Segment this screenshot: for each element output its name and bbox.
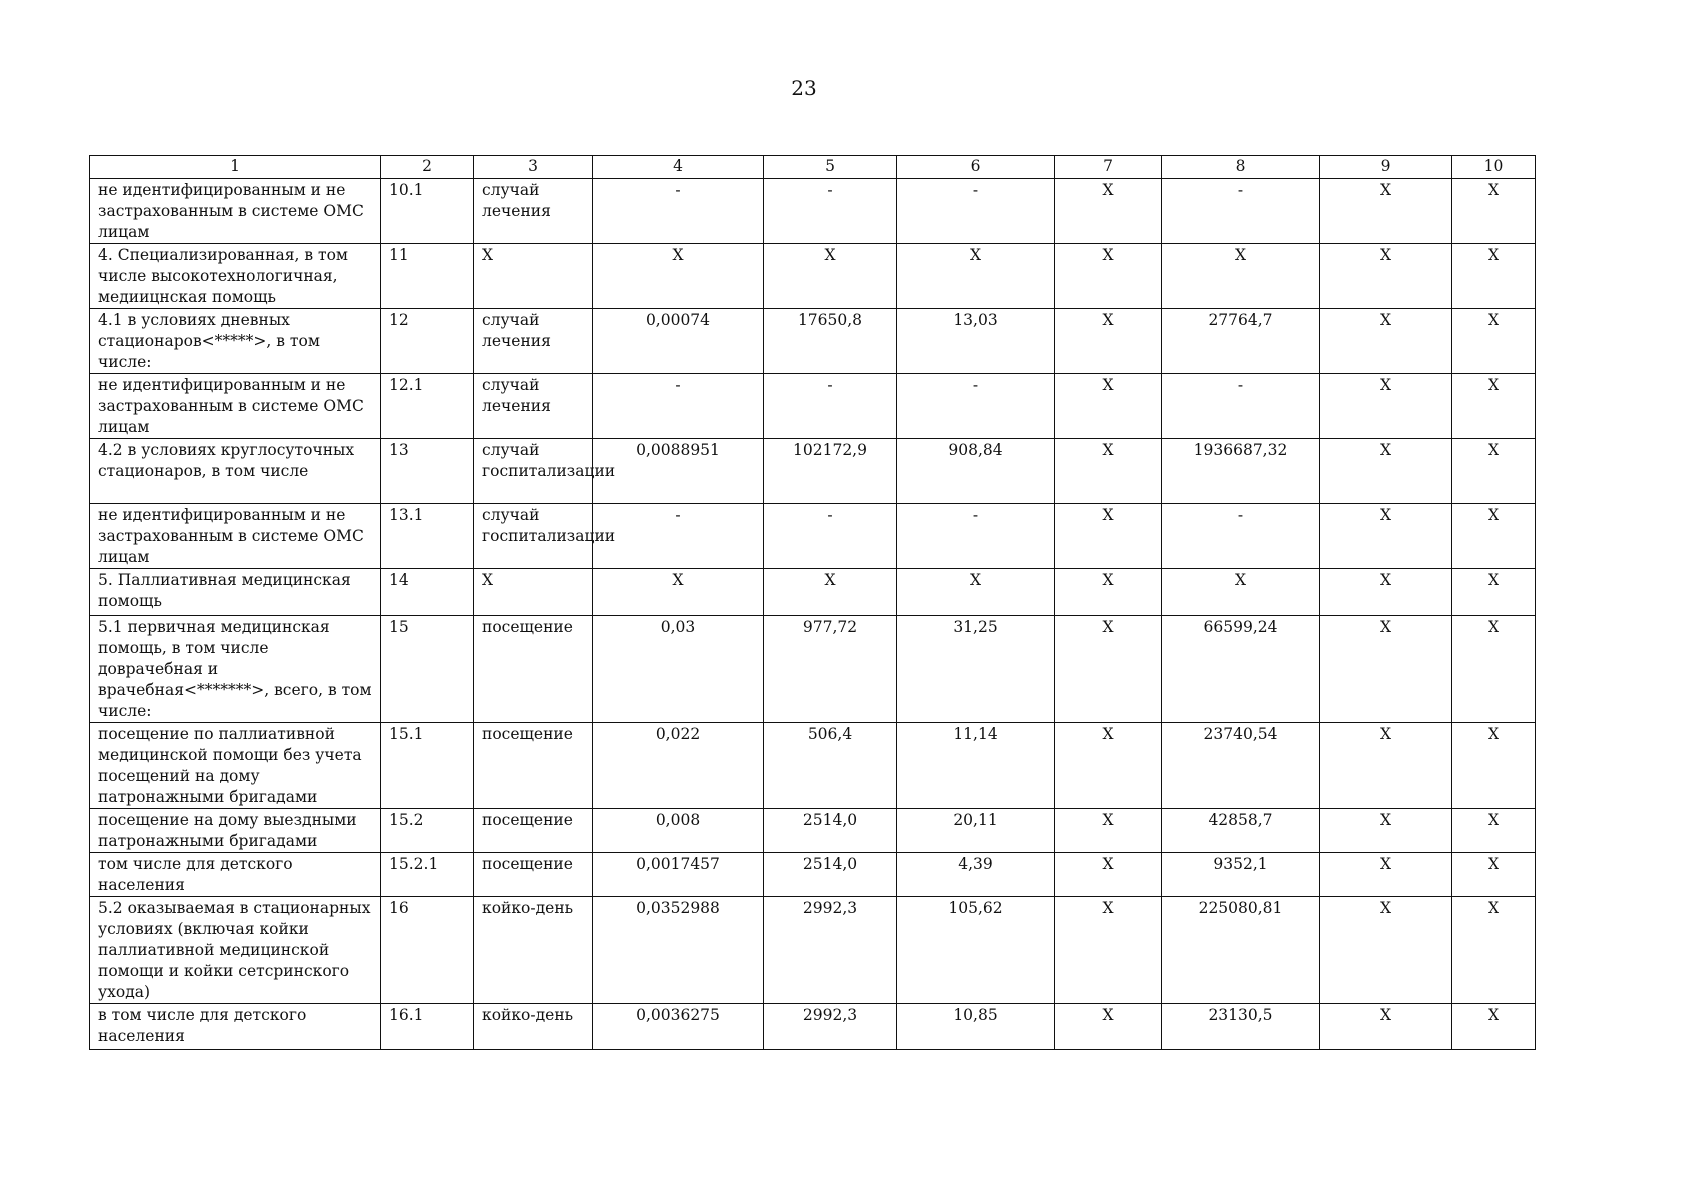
col4-cell: 0,0088951 xyxy=(593,439,764,504)
col7-cell: X xyxy=(1055,853,1162,897)
column-header: 5 xyxy=(764,156,897,179)
col10-cell: X xyxy=(1452,809,1536,853)
col10-cell: X xyxy=(1452,504,1536,569)
row-code-cell: 12 xyxy=(381,309,474,374)
col7-cell: X xyxy=(1055,374,1162,439)
data-table xyxy=(89,155,1536,1050)
col10-cell: X xyxy=(1452,374,1536,439)
col6-cell: - xyxy=(897,374,1055,439)
col5-cell: X xyxy=(764,569,897,616)
row-unit-cell: посещение xyxy=(474,809,593,853)
table-row xyxy=(90,244,1536,309)
table-row xyxy=(90,309,1536,374)
col5-cell: 102172,9 xyxy=(764,439,897,504)
col9-cell: X xyxy=(1320,179,1452,244)
col9-cell: X xyxy=(1320,244,1452,309)
col7-cell: X xyxy=(1055,309,1162,374)
row-code-cell: 12.1 xyxy=(381,374,474,439)
col10-cell: X xyxy=(1452,309,1536,374)
col9-cell: X xyxy=(1320,374,1452,439)
table-row xyxy=(90,897,1536,1004)
col5-cell: 2992,3 xyxy=(764,1004,897,1050)
col4-cell: 0,022 xyxy=(593,723,764,809)
col4-cell: - xyxy=(593,179,764,244)
row-unit-cell: посещение xyxy=(474,616,593,723)
col4-cell: - xyxy=(593,504,764,569)
column-header: 9 xyxy=(1320,156,1452,179)
col6-cell: 13,03 xyxy=(897,309,1055,374)
column-header: 2 xyxy=(381,156,474,179)
col4-cell: 0,03 xyxy=(593,616,764,723)
table-row xyxy=(90,504,1536,569)
row-code-cell: 13.1 xyxy=(381,504,474,569)
col4-cell: 0,00074 xyxy=(593,309,764,374)
row-unit-cell: койко-день xyxy=(474,1004,593,1050)
row-name-cell: не идентифицированным и не застрахованным в системе ОМС лицам xyxy=(90,374,381,439)
row-name-cell: 4.1 в условиях дневных стационаров<*****>, в том числе: xyxy=(90,309,381,374)
row-unit-cell: посещение xyxy=(474,723,593,809)
col5-cell: - xyxy=(764,374,897,439)
col9-cell: X xyxy=(1320,809,1452,853)
row-code-cell: 15.1 xyxy=(381,723,474,809)
col6-cell: 4,39 xyxy=(897,853,1055,897)
table-row xyxy=(90,616,1536,723)
col6-cell: 31,25 xyxy=(897,616,1055,723)
page-number: 23 xyxy=(791,76,817,100)
table-row xyxy=(90,853,1536,897)
table-row xyxy=(90,569,1536,616)
row-code-cell: 15.2.1 xyxy=(381,853,474,897)
col5-cell: 2992,3 xyxy=(764,897,897,1004)
col6-cell: - xyxy=(897,179,1055,244)
column-header: 1 xyxy=(90,156,381,179)
column-header: 8 xyxy=(1162,156,1320,179)
col10-cell: X xyxy=(1452,897,1536,1004)
table-row xyxy=(90,374,1536,439)
col8-cell: 27764,7 xyxy=(1162,309,1320,374)
row-unit-cell: случай госпитализации xyxy=(474,439,593,504)
row-code-cell: 14 xyxy=(381,569,474,616)
column-header: 7 xyxy=(1055,156,1162,179)
row-unit-cell: случай лечения xyxy=(474,309,593,374)
col4-cell: 0,0036275 xyxy=(593,1004,764,1050)
row-code-cell: 15.2 xyxy=(381,809,474,853)
col4-cell: 0,008 xyxy=(593,809,764,853)
col10-cell: X xyxy=(1452,723,1536,809)
col4-cell: X xyxy=(593,244,764,309)
table-row xyxy=(90,179,1536,244)
col9-cell: X xyxy=(1320,897,1452,1004)
col6-cell: 20,11 xyxy=(897,809,1055,853)
col8-cell: 9352,1 xyxy=(1162,853,1320,897)
col9-cell: X xyxy=(1320,569,1452,616)
col10-cell: X xyxy=(1452,616,1536,723)
col8-cell: 225080,81 xyxy=(1162,897,1320,1004)
col8-cell: 23740,54 xyxy=(1162,723,1320,809)
row-unit-cell: X xyxy=(474,569,593,616)
header-row xyxy=(90,156,1536,179)
col5-cell: 17650,8 xyxy=(764,309,897,374)
col4-cell: 0,0017457 xyxy=(593,853,764,897)
row-unit-cell: случай госпитализации xyxy=(474,504,593,569)
column-header: 10 xyxy=(1452,156,1536,179)
col9-cell: X xyxy=(1320,616,1452,723)
col5-cell: 506,4 xyxy=(764,723,897,809)
row-name-cell: не идентифицированным и не застрахованным в системе ОМС лицам xyxy=(90,504,381,569)
col7-cell: X xyxy=(1055,723,1162,809)
col7-cell: X xyxy=(1055,809,1162,853)
row-name-cell: не идентифицированным и не застрахованным в системе ОМС лицам xyxy=(90,179,381,244)
col6-cell: 105,62 xyxy=(897,897,1055,1004)
row-code-cell: 16 xyxy=(381,897,474,1004)
col8-cell: 23130,5 xyxy=(1162,1004,1320,1050)
col4-cell: 0,0352988 xyxy=(593,897,764,1004)
row-code-cell: 13 xyxy=(381,439,474,504)
col8-cell: - xyxy=(1162,374,1320,439)
row-name-cell: в том числе для детского населения xyxy=(90,1004,381,1050)
col5-cell: 2514,0 xyxy=(764,853,897,897)
col6-cell: 10,85 xyxy=(897,1004,1055,1050)
row-code-cell: 10.1 xyxy=(381,179,474,244)
row-code-cell: 16.1 xyxy=(381,1004,474,1050)
col5-cell: X xyxy=(764,244,897,309)
column-header: 6 xyxy=(897,156,1055,179)
col5-cell: 2514,0 xyxy=(764,809,897,853)
row-unit-cell: случай лечения xyxy=(474,179,593,244)
col7-cell: X xyxy=(1055,179,1162,244)
col8-cell: 66599,24 xyxy=(1162,616,1320,723)
col6-cell: X xyxy=(897,244,1055,309)
row-name-cell: 4. Специализированная, в том числе высокотехнологичная, медиицнская помощь xyxy=(90,244,381,309)
row-unit-cell: X xyxy=(474,244,593,309)
col6-cell: 908,84 xyxy=(897,439,1055,504)
col7-cell: X xyxy=(1055,569,1162,616)
col5-cell: - xyxy=(764,504,897,569)
col7-cell: X xyxy=(1055,897,1162,1004)
col10-cell: X xyxy=(1452,569,1536,616)
col6-cell: X xyxy=(897,569,1055,616)
row-name-cell: посещение по паллиативной медицинской помощи без учета посещений на дому патронажными бригадами xyxy=(90,723,381,809)
col9-cell: X xyxy=(1320,439,1452,504)
col9-cell: X xyxy=(1320,723,1452,809)
table-row xyxy=(90,439,1536,504)
col6-cell: 11,14 xyxy=(897,723,1055,809)
col8-cell: 1936687,32 xyxy=(1162,439,1320,504)
col7-cell: X xyxy=(1055,504,1162,569)
row-name-cell: 4.2 в условиях круглосуточных стационаров, в том числе xyxy=(90,439,381,504)
row-unit-cell: случай лечения xyxy=(474,374,593,439)
col7-cell: X xyxy=(1055,244,1162,309)
column-header: 3 xyxy=(474,156,593,179)
col8-cell: - xyxy=(1162,504,1320,569)
col8-cell: X xyxy=(1162,569,1320,616)
table-row xyxy=(90,809,1536,853)
table-row xyxy=(90,723,1536,809)
col9-cell: X xyxy=(1320,309,1452,374)
col7-cell: X xyxy=(1055,1004,1162,1050)
col5-cell: 977,72 xyxy=(764,616,897,723)
col10-cell: X xyxy=(1452,179,1536,244)
col9-cell: X xyxy=(1320,853,1452,897)
col4-cell: X xyxy=(593,569,764,616)
col8-cell: X xyxy=(1162,244,1320,309)
col5-cell: - xyxy=(764,179,897,244)
col10-cell: X xyxy=(1452,439,1536,504)
col4-cell: - xyxy=(593,374,764,439)
row-unit-cell: койко-день xyxy=(474,897,593,1004)
row-name-cell: 5.1 первичная медицинская помощь, в том числе доврачебная и врачебная<*******>, всего, в том числе: xyxy=(90,616,381,723)
col8-cell: 42858,7 xyxy=(1162,809,1320,853)
row-name-cell: 5. Паллиативная медицинская помощь xyxy=(90,569,381,616)
row-name-cell: посещение на дому выездными патронажными бригадами xyxy=(90,809,381,853)
col9-cell: X xyxy=(1320,504,1452,569)
row-code-cell: 15 xyxy=(381,616,474,723)
col7-cell: X xyxy=(1055,439,1162,504)
col10-cell: X xyxy=(1452,853,1536,897)
row-code-cell: 11 xyxy=(381,244,474,309)
col10-cell: X xyxy=(1452,1004,1536,1050)
row-name-cell: 5.2 оказываемая в стационарных условиях (включая койки паллиативной медицинской помощи и койки сетсринского ухода) xyxy=(90,897,381,1004)
col9-cell: X xyxy=(1320,1004,1452,1050)
row-name-cell: том числе для детского населения xyxy=(90,853,381,897)
row-unit-cell: посещение xyxy=(474,853,593,897)
column-header: 4 xyxy=(593,156,764,179)
col8-cell: - xyxy=(1162,179,1320,244)
col7-cell: X xyxy=(1055,616,1162,723)
table-row xyxy=(90,1004,1536,1050)
col10-cell: X xyxy=(1452,244,1536,309)
col6-cell: - xyxy=(897,504,1055,569)
